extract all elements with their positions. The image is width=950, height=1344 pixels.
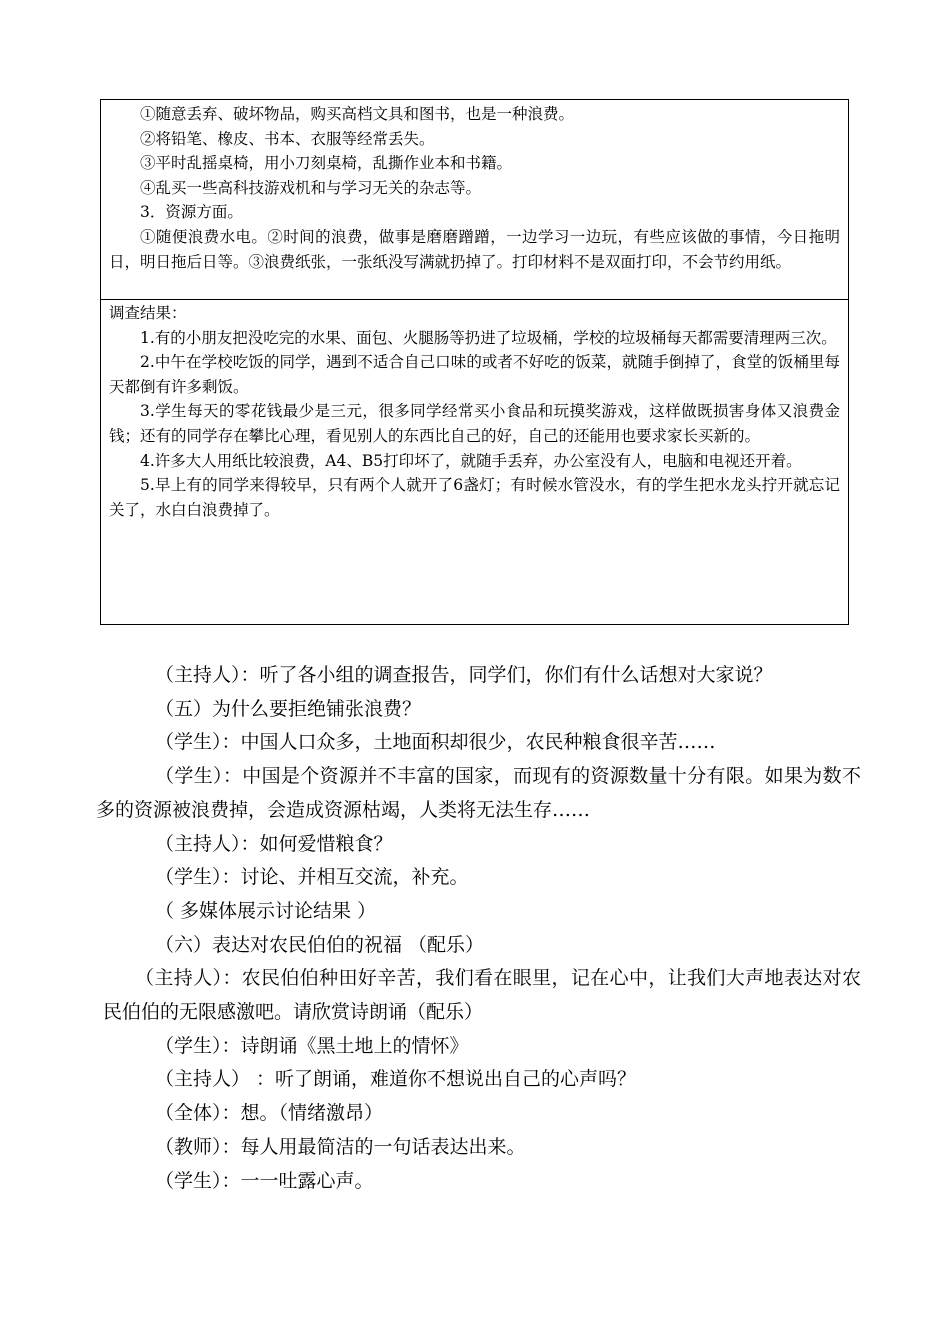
script-line: （全体）：想。（情绪激昂） [155, 1102, 384, 1125]
script-line: （主持人）：农民伯伯种田好辛苦，我们看在眼里，记在心中，让我们大声地表达对农民伯伯的无限感激吧。请欣赏诗朗诵（配乐） [103, 967, 861, 1024]
waste-item: ②将铅笔、橡皮、书本、衣服等经常丢失。 [140, 129, 435, 148]
survey-result-item: 5.早上有的同学来得较早，只有两个人就开了6盏灯；有时候水管没水，有的学生把水龙头拧开就忘记关了，水白白浪费掉了。 [109, 476, 840, 519]
script-line: （学生）：讨论、并相互交流，补充。 [155, 866, 469, 889]
script-line: （学生）：中国是个资源并不丰富的国家，而现有的资源数量十分有限。如果为数不多的资源被浪费掉，会造成资源枯竭，人类将无法生存…… [96, 765, 861, 821]
script-line: （教师）：每人用最简洁的一句话表达出来。 [155, 1135, 526, 1158]
waste-item: ①随便浪费水电。②时间的浪费，做事是磨磨蹭蹭，一边学习一边玩，有些应该做的事情，今日拖明日，明日拖后日等。③浪费纸张，一张纸没写满就扔掉了。打印材料不是双面打印，不会节约用纸。 [109, 227, 840, 271]
section-heading: （五）为什么要拒绝铺张浪费？ [155, 697, 422, 720]
script-line: （ 多媒体展示讨论结果 ） [155, 899, 377, 922]
script-line: （主持人）：如何爱惜粮食？ [155, 832, 393, 855]
script-line: （主持人） ：听了朗诵，难道你不想说出自己的心声吗？ [155, 1068, 637, 1091]
script-line: （学生）：诗朗诵《黑土地上的情怀》 [155, 1034, 469, 1057]
table-cell-waste-items [101, 100, 848, 300]
table-cell-survey-results [101, 300, 848, 624]
lesson-script [96, 659, 861, 1198]
survey-result-item: 2.中午在学校吃饭的同学，遇到不适合自己口味的或者不好吃的饭菜，就随手倒掉了，食堂的饭桶里每天都倒有许多剩饭。 [109, 353, 840, 396]
survey-results-heading: 调查结果： [109, 304, 187, 322]
waste-item: ③平时乱摇桌椅，用小刀刻桌椅，乱撕作业本和书籍。 [140, 154, 513, 173]
survey-result-item: 4.许多大人用纸比较浪费，A4、B5打印坏了，就随手丢弃，办公室没有人，电脑和电视还开着。 [140, 451, 802, 470]
survey-result-item: 1.有的小朋友把没吃完的水果、面包、火腿肠等扔进了垃圾桶，学校的垃圾桶每天都需要清理两三次。 [140, 328, 837, 347]
section-heading: （六）表达对农民伯伯的祝福 （配乐） [155, 933, 485, 956]
waste-item: ④乱买一些高科技游戏机和与学习无关的杂志等。 [140, 178, 482, 197]
script-line: （学生）：一一吐露心声。 [155, 1169, 374, 1192]
survey-table [100, 99, 849, 625]
script-line: （主持人）：听了各小组的调查报告，同学们，你们有什么话想对大家说？ [155, 664, 773, 686]
script-line: （学生）：中国人口众多，土地面积却很少，农民种粮食很辛苦…… [155, 731, 716, 754]
section-heading: 3．资源方面。 [140, 203, 243, 222]
survey-result-item: 3.学生每天的零花钱最少是三元，很多同学经常买小食品和玩摸奖游戏，这样做既损害身体又浪费金钱；还有的同学存在攀比心理，看见别人的东西比自己的好，自己的还能用也要求家长买新的。 [109, 402, 840, 445]
waste-item: ①随意丢弃、破坏物品，购买高档文具和图书，也是一种浪费。 [140, 105, 575, 123]
